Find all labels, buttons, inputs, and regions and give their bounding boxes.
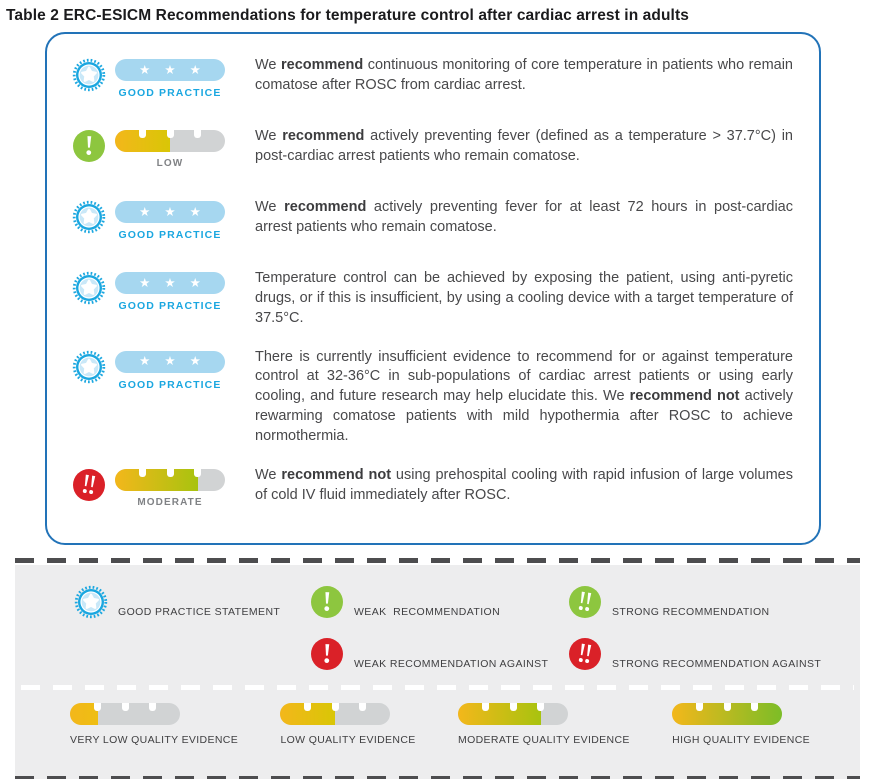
meter-notch [537, 703, 544, 711]
weak-recommendation-icon-wrap [309, 584, 345, 620]
recommendation-row [71, 127, 793, 179]
recommendation-text: We recommend actively preventing fever (defined as a temperature > 37.7°C) in post-cardiac arrest patients who remain comatose. [255, 128, 793, 164]
good-practice-seal-icon [71, 349, 107, 385]
meter-notch [94, 703, 101, 711]
good-practice-seal-badge [71, 349, 107, 385]
star-icon: ★ [164, 204, 176, 219]
good-practice-seal-badge [71, 199, 107, 235]
good-practice-pill [115, 351, 225, 373]
weak-recommendation-icon [71, 128, 107, 164]
meter-notch [122, 703, 129, 711]
evidence-level-label: LOW QUALITY EVIDENCE [280, 733, 416, 746]
recommendation-icon-column [71, 56, 255, 108]
meter-notch [139, 130, 146, 138]
meter-notch [724, 703, 731, 711]
evidence-meter [458, 703, 568, 725]
legend-item-strong-recommendation-against [567, 631, 860, 677]
evidence-meter [280, 703, 390, 725]
meter-notch [510, 703, 517, 711]
recommendation-row [71, 198, 793, 250]
star-icon: ★ [139, 204, 151, 219]
weak-recommendation-against-icon-wrap [309, 636, 345, 672]
evidence-level-item [672, 703, 810, 746]
recommendation-row [71, 466, 793, 518]
evidence-bar-stack [115, 130, 225, 179]
evidence-level-item [458, 703, 630, 746]
legend-item-label: WEAK RECOMMENDATION [354, 605, 501, 618]
good-practice-pill [115, 272, 225, 294]
star-icon: ★ [139, 354, 151, 369]
evidence-rating-label: GOOD PRACTICE [118, 378, 222, 391]
star-icon: ★ [139, 275, 151, 290]
meter-notch [167, 469, 174, 477]
star-icon: ★ [164, 275, 176, 290]
recommendations-panel [45, 32, 821, 545]
evidence-meter [672, 703, 782, 725]
meter-notch [332, 703, 339, 711]
star-icon: ★ [189, 354, 201, 369]
evidence-meter-fill [115, 469, 198, 491]
good-practice-seal-icon [71, 57, 107, 93]
legend-grid [15, 579, 860, 677]
legend-item-weak-recommendation [309, 579, 567, 625]
recommendation-text: We recommend actively preventing fever for at least 72 hours in post-cardiac arrest patients who remain comatose. [255, 199, 793, 235]
recommendation-text: We recommend continuous monitoring of core temperature in patients who remain comatose after ROSC from cardiac arrest. [255, 57, 793, 93]
meter-notch [696, 703, 703, 711]
evidence-meter [115, 130, 225, 152]
good-practice-seal-badge [71, 270, 107, 306]
meter-notch [149, 703, 156, 711]
evidence-bar-stack [115, 351, 225, 447]
star-icon: ★ [164, 354, 176, 369]
evidence-rating-label: GOOD PRACTICE [118, 300, 222, 312]
good-practice-pill [115, 59, 225, 81]
meter-notch [167, 130, 174, 138]
good-practice-seal-icon [71, 199, 107, 235]
good-practice-pill [115, 201, 225, 223]
evidence-level-label: MODERATE QUALITY EVIDENCE [458, 733, 630, 746]
table-title: Table 2 ERC-ESICM Recommendations for temperature control after cardiac arrest in adults [6, 7, 689, 24]
legend-bottom-pad [15, 746, 860, 776]
weak-recommendation-icon [309, 584, 345, 620]
good-practice-seal-icon-wrap [73, 584, 109, 620]
strong-recommendation-icon-wrap [567, 584, 603, 620]
recommendation-row [71, 269, 793, 329]
star-icon: ★ [189, 275, 201, 290]
recommendation-row [71, 348, 793, 447]
meter-notch [482, 703, 489, 711]
star-icon: ★ [139, 62, 151, 77]
evidence-rating-label: GOOD PRACTICE [118, 87, 222, 99]
weak-recommendation-against-icon [309, 636, 345, 672]
dashed-divider-bottom [15, 776, 860, 779]
recommendation-icon-column [71, 348, 255, 447]
legend-item-weak-recommendation-against [309, 631, 567, 677]
meter-notch [751, 703, 758, 711]
dashed-divider-top [15, 558, 860, 563]
recommendation-icon-column [71, 198, 255, 250]
strong-recommendation-against-icon [71, 467, 107, 503]
good-practice-seal-icon [73, 584, 109, 620]
evidence-meter-fill [458, 703, 541, 725]
legend-item-strong-recommendation [567, 579, 860, 625]
recommendation-text: We recommend not using prehospital cooling with rapid infusion of large volumes of cold IV fluid immediately after ROSC. [255, 466, 793, 503]
star-icon: ★ [189, 204, 201, 219]
evidence-level-item [70, 703, 238, 746]
good-practice-seal-icon [71, 270, 107, 306]
meter-notch [194, 469, 201, 477]
evidence-level-item [280, 703, 415, 746]
evidence-level-label: VERY LOW QUALITY EVIDENCE [70, 733, 239, 746]
strong-recommendation-against-icon [567, 636, 603, 672]
strong-recommendation-icon [567, 584, 603, 620]
recommendation-icon-column [71, 127, 255, 179]
recommendation-row [71, 56, 793, 108]
recommendation-text: There is currently insufficient evidence to recommend for or against temperature control at 32-36°C in sub-populations of cardiac arrest patients or using early cooling, and future research may help elucidate this. We recommend not actively rewarming comatose patients with mild hypothermia after ROSC to achieve normothermia. [255, 348, 793, 445]
evidence-legend-row [15, 690, 860, 746]
weak-recommendation-badge [71, 128, 107, 164]
recommendation-text: Temperature control can be achieved by exposing the patient, using anti-pyretic drugs, or if this is insufficient, by using a cooling device with a target temperature of 37.5°C. [255, 270, 793, 326]
star-icon: ★ [164, 62, 176, 77]
meter-notch [304, 703, 311, 711]
legend-item-label: STRONG RECOMMENDATION AGAINST [612, 657, 822, 670]
legend-section [15, 558, 860, 779]
legend-body [15, 565, 860, 779]
evidence-bar-stack [115, 469, 225, 518]
strong-recommendation-against-icon-wrap [567, 636, 603, 672]
meter-notch [359, 703, 366, 711]
evidence-bar-stack [115, 59, 225, 108]
evidence-rating-label: MODERATE [137, 496, 203, 508]
legend-item-label: STRONG RECOMMENDATION [612, 605, 770, 618]
evidence-meter [115, 469, 225, 491]
meter-notch [139, 469, 146, 477]
legend-item-label: GOOD PRACTICE STATEMENT [118, 605, 281, 618]
meter-notch [194, 130, 201, 138]
recommendation-icon-column [71, 269, 255, 329]
recommendation-icon-column [71, 466, 255, 518]
legend-item-label: WEAK RECOMMENDATION AGAINST [354, 657, 549, 670]
evidence-bar-stack [115, 201, 225, 250]
legend-item-good-practice-seal [73, 579, 309, 625]
strong-recommendation-against-badge [71, 467, 107, 503]
evidence-meter [70, 703, 180, 725]
evidence-rating-label: LOW [156, 158, 184, 169]
evidence-level-label: HIGH QUALITY EVIDENCE [672, 733, 810, 746]
evidence-bar-stack [115, 272, 225, 329]
good-practice-seal-badge [71, 57, 107, 93]
star-icon: ★ [189, 62, 201, 77]
evidence-rating-label: GOOD PRACTICE [118, 229, 222, 241]
